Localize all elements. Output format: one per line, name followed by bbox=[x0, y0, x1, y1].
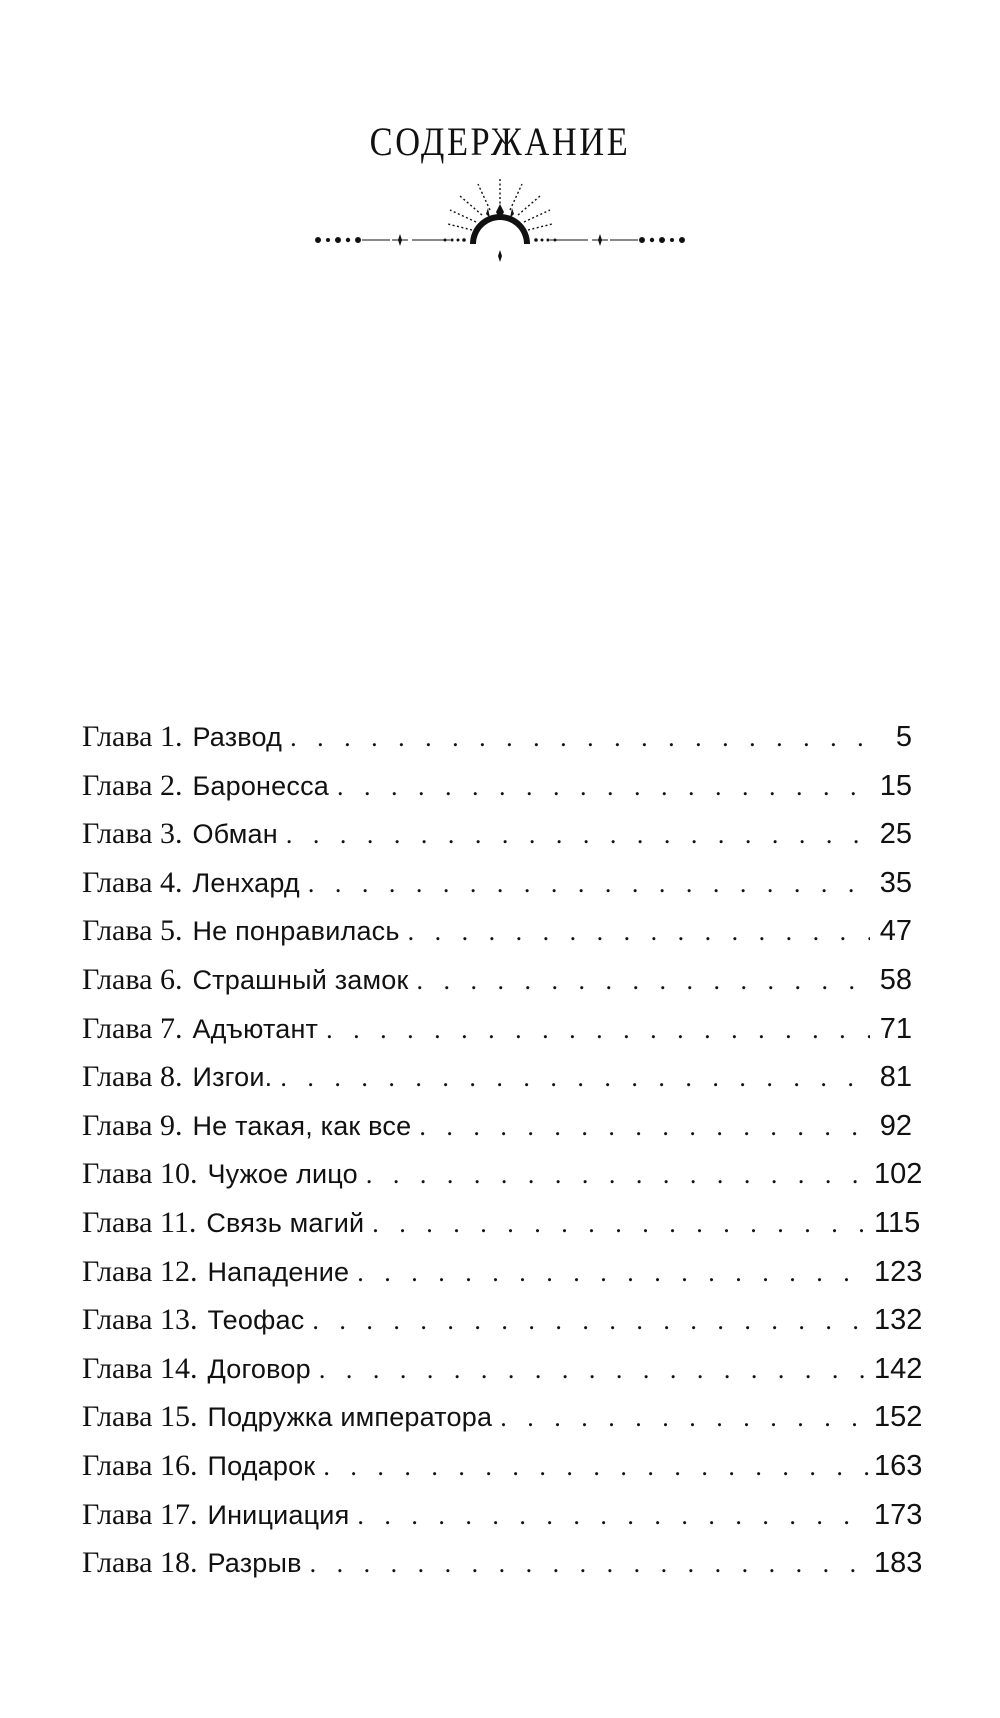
toc-chapter-label: Глава 8. bbox=[82, 1060, 183, 1094]
toc-chapter-label: Глава 16. bbox=[82, 1448, 198, 1482]
toc-dot-leader bbox=[310, 1540, 870, 1589]
toc-chapter-title: Подружка императора bbox=[207, 1402, 493, 1433]
toc-chapter-title: Разрыв bbox=[207, 1548, 302, 1579]
toc-chapter-title: Нападение bbox=[207, 1256, 350, 1287]
toc-chapter-title: Развод bbox=[192, 722, 283, 752]
toc-page-number: 102 bbox=[874, 1158, 923, 1191]
toc-dot-leader bbox=[357, 1492, 870, 1541]
toc-row-2[interactable] bbox=[82, 762, 912, 811]
toc-row-7[interactable] bbox=[82, 1005, 912, 1054]
toc-chapter-label: Глава 17. bbox=[82, 1497, 198, 1531]
toc-chapter-label: Глава 1. bbox=[82, 720, 183, 753]
toc-page-number: 163 bbox=[874, 1449, 923, 1482]
toc-page-number: 115 bbox=[874, 1206, 921, 1239]
toc-dot-leader bbox=[326, 1006, 870, 1055]
toc-chapter-title: Обман bbox=[192, 819, 278, 850]
table-of-contents bbox=[82, 713, 923, 1588]
toc-row-1[interactable] bbox=[82, 713, 912, 762]
toc-page-number: 58 bbox=[879, 963, 912, 996]
toc-page-number: 152 bbox=[874, 1401, 923, 1434]
toc-chapter-label: Глава 18. bbox=[82, 1546, 198, 1580]
toc-row-6[interactable] bbox=[82, 956, 912, 1005]
toc-page-number: 92 bbox=[879, 1109, 912, 1142]
toc-chapter-title: Связь магий bbox=[206, 1207, 365, 1238]
toc-chapter-title: Изгои. bbox=[192, 1062, 273, 1093]
toc-chapter-title: Ленхард bbox=[192, 867, 300, 898]
toc-page-number: 173 bbox=[874, 1498, 923, 1531]
toc-page-number: 123 bbox=[874, 1255, 923, 1288]
toc-row-5[interactable] bbox=[82, 907, 912, 956]
toc-chapter-title: Адъютант bbox=[192, 1013, 319, 1044]
toc-chapter-title: Баронесса bbox=[192, 770, 329, 801]
toc-row-16[interactable] bbox=[82, 1442, 923, 1491]
toc-row-9[interactable] bbox=[82, 1102, 912, 1151]
toc-chapter-label: Глава 9. bbox=[82, 1108, 183, 1142]
toc-chapter-label: Глава 3. bbox=[82, 817, 183, 851]
toc-chapter-label: Глава 15. bbox=[82, 1400, 198, 1434]
toc-dot-leader bbox=[408, 908, 870, 957]
toc-dot-leader bbox=[417, 957, 870, 1006]
toc-page-number: 142 bbox=[874, 1352, 923, 1385]
toc-dot-leader bbox=[419, 1103, 870, 1152]
toc-dot-leader bbox=[500, 1394, 870, 1443]
toc-row-17[interactable] bbox=[82, 1491, 923, 1540]
toc-dot-leader bbox=[312, 1297, 870, 1346]
toc-page-number: 71 bbox=[879, 1012, 912, 1045]
toc-chapter-title: Страшный замок bbox=[192, 964, 409, 995]
toc-chapter-label: Глава 13. bbox=[82, 1303, 198, 1337]
toc-chapter-title: Подарок bbox=[207, 1450, 316, 1481]
toc-chapter-title: Инициация bbox=[207, 1499, 350, 1530]
toc-row-12[interactable] bbox=[82, 1248, 923, 1297]
toc-dot-leader bbox=[337, 763, 870, 812]
toc-dot-leader bbox=[323, 1443, 870, 1492]
toc-chapter-label: Глава 11. bbox=[82, 1205, 197, 1239]
toc-chapter-title: Теофас bbox=[207, 1305, 305, 1336]
toc-chapter-title: Договор bbox=[207, 1353, 311, 1384]
toc-row-4[interactable] bbox=[82, 859, 912, 908]
toc-row-8[interactable] bbox=[82, 1053, 912, 1102]
toc-page-number: 81 bbox=[879, 1061, 912, 1094]
toc-page-number: 132 bbox=[874, 1304, 923, 1337]
toc-row-3[interactable] bbox=[82, 810, 912, 859]
toc-chapter-label: Глава 12. bbox=[82, 1254, 198, 1288]
toc-dot-leader bbox=[308, 860, 870, 909]
toc-row-18[interactable] bbox=[82, 1539, 923, 1588]
toc-dot-leader bbox=[280, 1054, 870, 1103]
toc-chapter-label: Глава 5. bbox=[82, 914, 183, 948]
sun-moon-ornament-icon bbox=[300, 178, 700, 298]
toc-chapter-title: Не понравилась bbox=[192, 916, 400, 947]
toc-row-15[interactable] bbox=[82, 1393, 923, 1442]
toc-page-number: 183 bbox=[874, 1547, 923, 1580]
toc-page-number: 35 bbox=[879, 866, 912, 899]
toc-dot-leader bbox=[286, 811, 870, 860]
toc-page-number: 5 bbox=[895, 721, 912, 753]
toc-dot-leader bbox=[290, 714, 870, 763]
toc-row-14[interactable] bbox=[82, 1345, 923, 1394]
toc-chapter-title: Не такая, как все bbox=[192, 1110, 412, 1141]
toc-chapter-label: Глава 10. bbox=[82, 1157, 198, 1191]
page-title: СОДЕРЖАНИЕ bbox=[369, 119, 631, 164]
toc-row-13[interactable] bbox=[82, 1296, 923, 1345]
toc-chapter-label: Глава 6. bbox=[82, 962, 183, 996]
toc-row-11[interactable] bbox=[82, 1199, 921, 1248]
toc-page-number: 15 bbox=[879, 769, 912, 802]
toc-dot-leader bbox=[357, 1249, 870, 1298]
toc-dot-leader bbox=[366, 1151, 870, 1200]
toc-chapter-label: Глава 7. bbox=[82, 1011, 183, 1045]
toc-chapter-label: Глава 14. bbox=[82, 1351, 198, 1385]
toc-chapter-title: Чужое лицо bbox=[207, 1159, 358, 1190]
toc-chapter-label: Глава 2. bbox=[82, 768, 183, 802]
toc-chapter-label: Глава 4. bbox=[82, 865, 183, 899]
toc-dot-leader bbox=[372, 1200, 870, 1249]
toc-page-number: 25 bbox=[879, 818, 912, 851]
toc-page-number: 47 bbox=[879, 915, 912, 948]
toc-dot-leader bbox=[319, 1346, 870, 1395]
toc-row-10[interactable] bbox=[82, 1150, 923, 1199]
